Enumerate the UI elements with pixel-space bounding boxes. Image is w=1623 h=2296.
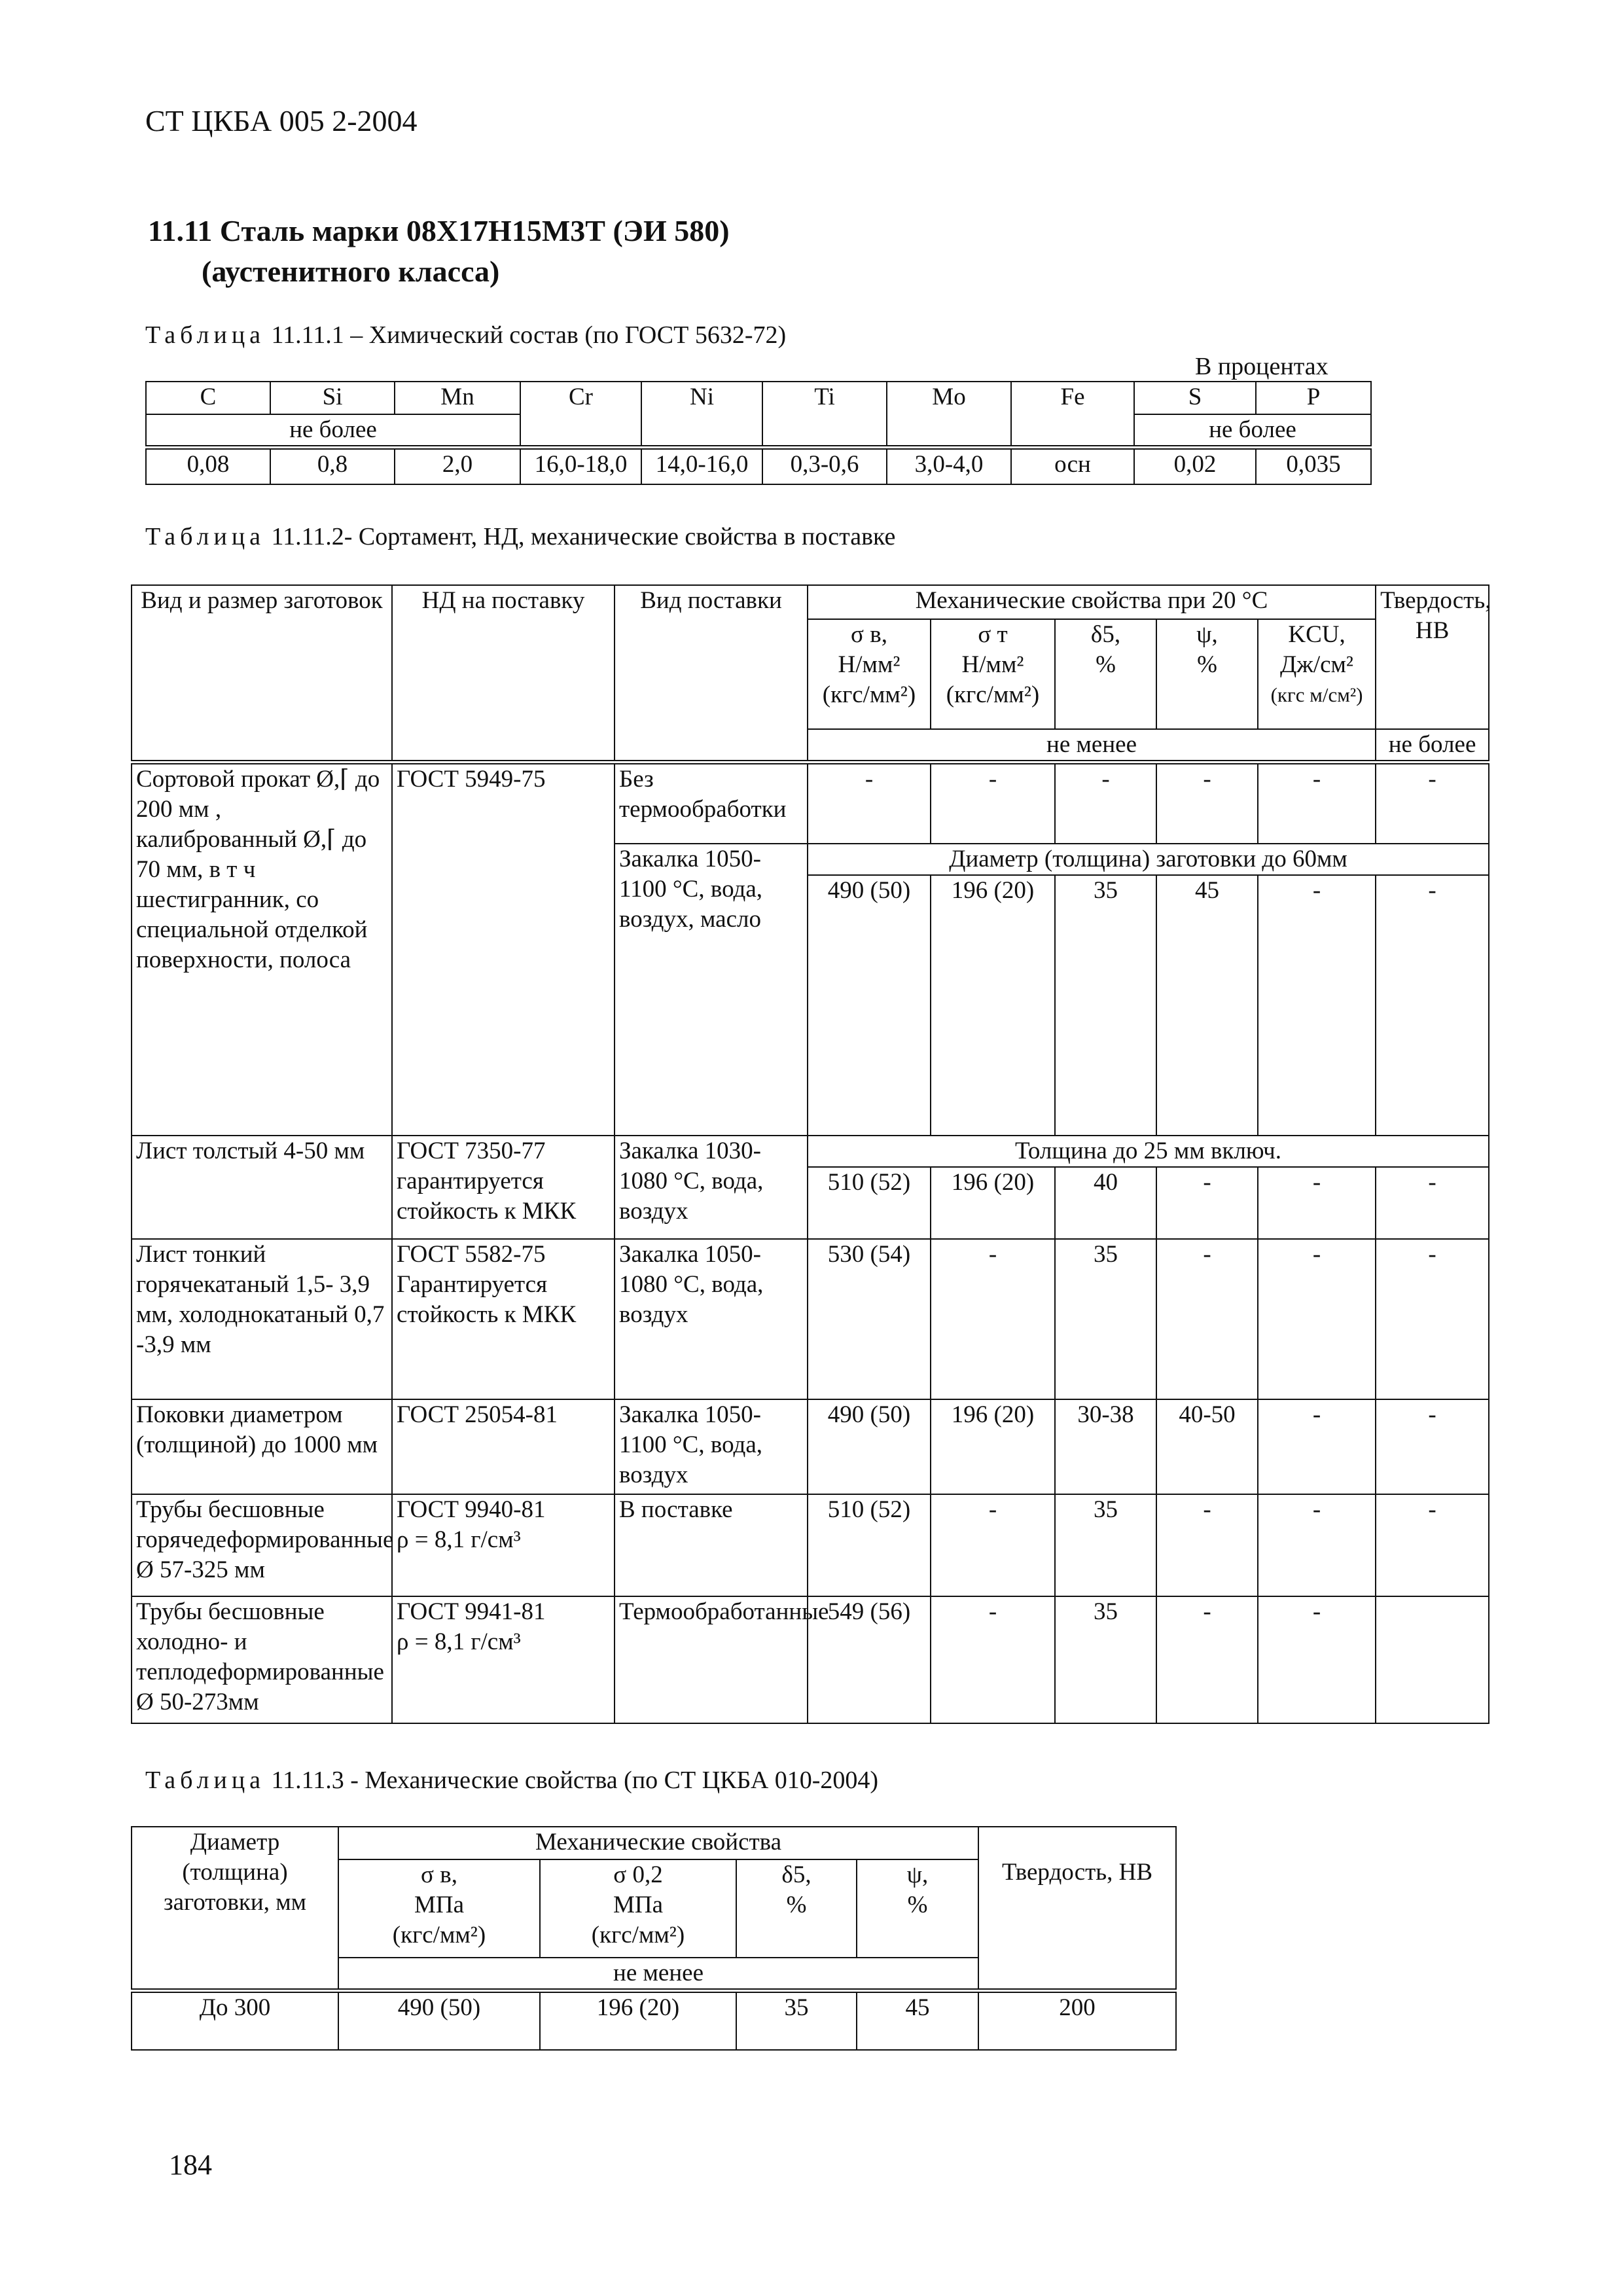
table1-values-row [146,448,1371,484]
sigma-v-symbol: σ в, [851,621,887,648]
table2-cell: 196 (20) [931,1167,1055,1239]
table1-cell: осн [1011,448,1134,484]
t3-delta-symbol: δ5, [781,1861,812,1888]
table2-header-row1 [132,585,1489,619]
table3-data-row [132,1991,1176,2050]
table2-cell: - [1376,1399,1489,1494]
table2-cell: 30-38 [1055,1399,1156,1494]
table3-cell: 490 (50) [338,1991,540,2050]
table2-cell: - [808,762,931,844]
table3-cell: До 300 [132,1991,338,2050]
table2-row3-nd: ГОСТ 5582-75 Гарантируется стойкость к МКК [392,1239,615,1399]
table2-row4-nd: ГОСТ 25054-81 [392,1399,615,1494]
table2-row1a-postavka: Без термообработки [615,762,808,844]
table1-head-mn: Mn [395,382,520,414]
table2-cell: 40 [1055,1167,1156,1239]
table2-row6-nd-density: ρ = 8,1 г/см³ [397,1628,521,1655]
table2-row6-nd [392,1596,615,1723]
table2-caption-text: 11.11.2- Сортамент, НД, механические свойства в поставке [271,523,896,550]
table2-row [132,1494,1489,1596]
sigma-v-unit-alt: (кгс/мм²) [822,681,916,708]
table2-cell: - [931,1239,1055,1399]
table1-head-si: Si [270,382,395,414]
table2-cell [1376,1596,1489,1723]
table2-row2-span: Толщина до 25 мм включ. [808,1136,1489,1167]
t3-sigma-02-symbol: σ 0,2 [613,1861,663,1888]
table2-cell: 510 (52) [808,1494,931,1596]
assortment-table [131,584,1489,1724]
table2-cell: 40-50 [1156,1399,1258,1494]
table2-cell: - [1258,1239,1376,1399]
table2-row5-vid: Трубы бесшовные горячедеформированные Ø 57-325 мм [132,1494,392,1596]
table2-cell: - [931,1596,1055,1723]
table2-head-nd: НД на поставку [392,585,615,762]
table2-head-kcu [1258,619,1376,729]
table2-caption-prefix: Таблица [145,523,266,550]
table1-caption [145,321,786,350]
table1-head-cr: Cr [520,382,641,448]
table2-cell: 45 [1156,875,1258,1136]
delta-unit: % [1096,651,1116,678]
table1-cell: 2,0 [395,448,520,484]
t3-sigma-02-unit: МПа [613,1892,664,1918]
page-number: 184 [169,2149,212,2181]
table2-cell: 35 [1055,875,1156,1136]
table2-cell: - [931,1494,1055,1596]
table2-row1b-postavka: Закалка 1050-1100 °С, вода, воздух, масло [615,844,808,1136]
table1-cell: 0,8 [270,448,395,484]
table2-row5-nd [392,1494,615,1596]
table1-head-ni: Ni [641,382,762,448]
table2-head-delta [1055,619,1156,729]
table2-head-mech: Механические свойства при 20 °С [808,585,1376,619]
table2-cell: - [1156,762,1258,844]
table2-head-sigma-v [808,619,931,729]
table2-row3-postavka: Закалка 1050-1080 °С, вода, воздух [615,1239,808,1399]
kcu-symbol: KCU, [1288,621,1346,648]
table1-cell: 0,08 [146,448,270,484]
table1-caption-prefix: Таблица [145,321,266,349]
table3-head-hardness: Твердость, НВ [978,1827,1176,1991]
table1-head-p: P [1256,382,1371,414]
table2-head-psi [1156,619,1258,729]
table2-row5-nd-density: ρ = 8,1 г/см³ [397,1526,521,1553]
table1-header-row [146,382,1371,414]
sigma-t-symbol: σ т [978,621,1008,648]
table2-row [132,762,1489,844]
table2-row6-nd-standard: ГОСТ 9941-81 [397,1598,546,1625]
table2-cell: 549 (56) [808,1596,931,1723]
table2-row6-vid: Трубы бесшовные холодно- и теплодеформированные Ø 50-273мм [132,1596,392,1723]
table3-header-row1 [132,1827,1176,1859]
table2-cell: - [1156,1596,1258,1723]
table2-head-hardness: Твердость, НВ [1376,585,1489,729]
table2-cell: 530 (54) [808,1239,931,1399]
table2-row1-vid: Сортовой прокат Ø,⌈ до 200 мм , калиброванный Ø,⌈ до 70 мм, в т ч шестигранник, со специальной отделкой поверхности, полоса [132,762,392,1136]
table3-head-diameter: Диаметр (толщина) заготовки, мм [132,1827,338,1991]
table2-head-min: не менее [808,729,1376,762]
table2-row [132,1399,1489,1494]
table1-head-mo: Mo [887,382,1011,448]
table2-row5-postavka: В поставке [615,1494,808,1596]
table2-row2-postavka: Закалка 1030-1080 °С, вода, воздух [615,1136,808,1239]
table3-caption [145,1766,878,1795]
t3-sigma-v-unit-alt: (кгс/мм²) [392,1922,486,1948]
sigma-t-unit-alt: (кгс/мм²) [946,681,1040,708]
table2-cell: 35 [1055,1596,1156,1723]
table2-row3-vid: Лист тонкий горячекатаный 1,5- 3,9 мм, холоднокатаный 0,7 -3,9 мм [132,1239,392,1399]
table2-row2-nd: ГОСТ 7350-77 гарантируется стойкость к МКК [392,1136,615,1239]
kcu-unit-alt: (кгс м/см²) [1270,683,1363,706]
table3-caption-prefix: Таблица [145,1767,266,1794]
table1-limit-left: не более [146,414,520,448]
t3-psi-unit: % [907,1892,928,1918]
table3-head-min: не менее [338,1958,978,1991]
table2-head-max: не более [1376,729,1489,762]
table2-row5-nd-standard: ГОСТ 9940-81 [397,1496,546,1523]
table2-cell: 35 [1055,1239,1156,1399]
table2-cell: - [1258,762,1376,844]
table2-cell: - [1258,875,1376,1136]
table2-row1-nd: ГОСТ 5949-75 [392,762,615,1136]
table2-cell: - [1156,1494,1258,1596]
table2-cell: - [1376,1239,1489,1399]
table3-head-sigma-v [338,1859,540,1958]
t3-sigma-v-symbol: σ в, [421,1861,457,1888]
table2-cell: - [1156,1239,1258,1399]
table2-cell: - [1376,762,1489,844]
table2-cell: 510 (52) [808,1167,931,1239]
psi-unit: % [1197,651,1217,678]
table2-row4-vid: Поковки диаметром (толщиной) до 1000 мм [132,1399,392,1494]
table2-cell: 196 (20) [931,1399,1055,1494]
table2-cell: - [931,762,1055,844]
chemical-composition-table [145,381,1372,485]
table2-cell: - [1376,1494,1489,1596]
table1-cell: 16,0-18,0 [520,448,641,484]
table2-row1b-span: Диаметр (толщина) заготовки до 60мм [808,844,1489,875]
table2-cell: 196 (20) [931,875,1055,1136]
t3-sigma-02-unit-alt: (кгс/мм²) [591,1922,685,1948]
table2-cell: 490 (50) [808,875,931,1136]
table1-cell: 0,3-0,6 [762,448,887,484]
delta-symbol: δ5, [1090,621,1121,648]
table3-head-mech: Механические свойства [338,1827,978,1859]
table1-cell: 0,02 [1134,448,1256,484]
table2-row [132,1136,1489,1167]
table2-cell: - [1258,1167,1376,1239]
section-title-line2: (аустенитного класса) [202,255,500,288]
table2-row [132,1596,1489,1723]
table2-row2-vid: Лист толстый 4-50 мм [132,1136,392,1239]
table2-cell: 490 (50) [808,1399,931,1494]
mechanical-properties-table [131,1826,1177,2051]
sigma-v-unit: Н/мм² [838,651,901,678]
table1-head-fe: Fe [1011,382,1134,448]
psi-symbol: ψ, [1196,621,1218,648]
table1-cell: 3,0-4,0 [887,448,1011,484]
table1-cell: 14,0-16,0 [641,448,762,484]
table3-head-sigma-02 [540,1859,736,1958]
table1-caption-text: 11.11.1 – Химический состав (по ГОСТ 5632-72) [271,321,787,349]
table2-head-sigma-t [931,619,1055,729]
table2-row6-postavka: Термообработанные [615,1596,808,1723]
table2-cell: - [1376,875,1489,1136]
table2-head-vid: Вид и размер заготовок [132,585,392,762]
table3-cell: 35 [736,1991,857,2050]
table3-cell: 45 [857,1991,978,2050]
t3-sigma-v-unit: МПа [414,1892,465,1918]
table1-head-s: S [1134,382,1256,414]
document-header: СТ ЦКБА 005 2-2004 [145,104,418,137]
table2-cell: 35 [1055,1494,1156,1596]
sigma-t-unit: Н/мм² [961,651,1024,678]
t3-delta-unit: % [786,1892,807,1918]
section-title-line1: 11.11 Сталь марки 08Х17Н15М3Т (ЭИ 580) [148,214,730,247]
table2-caption [145,522,895,551]
table3-cell: 196 (20) [540,1991,736,2050]
t3-psi-symbol: ψ, [906,1861,929,1888]
table1-head-c: C [146,382,270,414]
table3-caption-text: 11.11.3 - Механические свойства (по СТ ЦКБА 010-2004) [271,1767,879,1794]
table2-cell: - [1376,1167,1489,1239]
table2-cell: - [1055,762,1156,844]
table3-head-delta [736,1859,857,1958]
table2-row4-postavka: Закалка 1050-1100 °С, вода, воздух [615,1399,808,1494]
table2-row [132,1239,1489,1399]
section-title [148,211,730,292]
table2-cell: - [1258,1494,1376,1596]
table3-cell: 200 [978,1991,1176,2050]
table1-unit-note: В процентах [1195,353,1329,380]
kcu-unit: Дж/см² [1280,651,1354,678]
table1-head-ti: Ti [762,382,887,448]
table3-head-psi [857,1859,978,1958]
table2-cell: - [1258,1596,1376,1723]
table2-head-postavka: Вид поставки [615,585,808,762]
table2-cell: - [1156,1167,1258,1239]
table1-cell: 0,035 [1256,448,1371,484]
table2-cell: - [1258,1399,1376,1494]
table1-limit-right: не более [1134,414,1371,448]
